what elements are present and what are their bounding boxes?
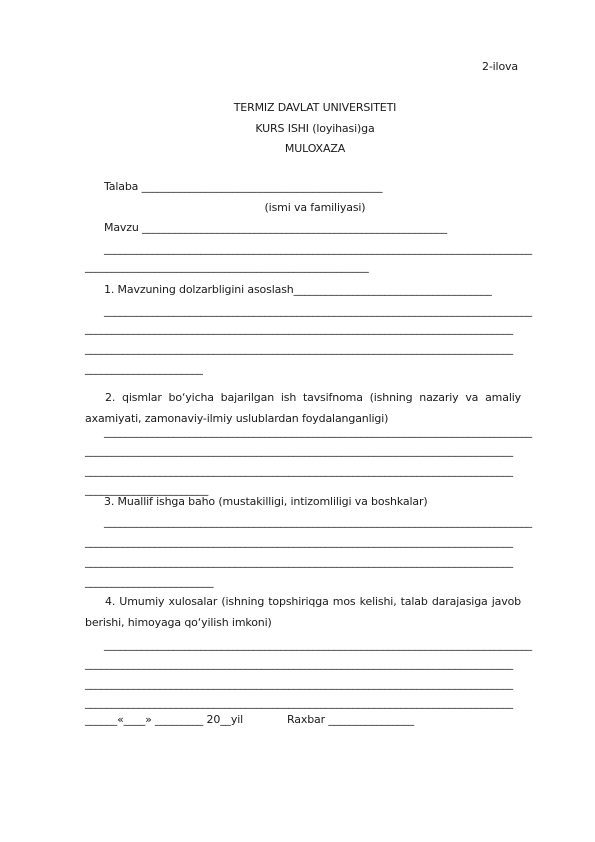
- section-3-blank-line: ________________________________________________________________________________: [85, 555, 514, 568]
- section-3-blank-line: ________________________: [85, 575, 214, 588]
- student-hint: (ismi va familiyasi): [264, 201, 366, 214]
- section-4-blank-line: ________________________________________________________________________________: [85, 657, 514, 670]
- annex-label: 2-ilova: [481, 60, 518, 73]
- section-4-blank-line: ________________________________________________________________________________: [104, 638, 533, 651]
- topic-continuation-line: ________________________________________________________________________________: [104, 242, 533, 255]
- section-3-blank-line: ________________________________________________________________________________: [104, 515, 533, 528]
- section-1-blank-line: ________________________________________________________________________________: [85, 322, 514, 335]
- section-4-heading-text: 4. Umumiy xulosalar (ishning topshiriqga mos kelishi, talab darajasiga javob berishi, himoyaga qo‘yilish imkoni): [85, 595, 521, 629]
- section-4-heading: [85, 591, 521, 633]
- section-2-blank-line: ________________________________________________________________________________: [85, 444, 514, 457]
- section-2-blank-line: ________________________________________________________________________________: [85, 464, 514, 477]
- topic-field: Mavzu _________________________________________________________: [104, 221, 448, 234]
- document-title: MULOXAZA: [284, 142, 346, 155]
- section-4-blank-line: ________________________________________________________________________________: [85, 696, 514, 709]
- supervisor-signature-line: Raxbar ________________: [287, 713, 414, 726]
- section-2-heading-text: 2. qismlar bo‘yicha bajarilgan ish tavsifnoma (ishning nazariy va amaliy axamiyati, zamonaviy-ilmiy uslublardan foydalanganligi): [85, 391, 521, 425]
- section-2-blank-line: _______________________: [85, 483, 209, 496]
- section-4-blank-line: ________________________________________________________________________________: [85, 677, 514, 690]
- section-1-blank-line: ________________________________________________________________________________: [85, 342, 514, 355]
- section-2-blank-line: ________________________________________________________________________________: [104, 425, 533, 438]
- section-3-blank-line: ________________________________________________________________________________: [85, 535, 514, 548]
- work-type: KURS ISHI (loyihasi)ga: [255, 122, 375, 135]
- section-3-heading: 3. Muallif ishga baho (mustakilligi, intizomliligi va boshkalar): [104, 495, 428, 508]
- university-name: TERMIZ DAVLAT UNIVERSITETI: [233, 101, 397, 114]
- topic-continuation-line: _____________________________________________________: [85, 260, 369, 273]
- section-2-heading: [85, 387, 521, 429]
- date-line: ______«____» _________ 20__yil: [85, 713, 244, 726]
- student-field: Talaba _____________________________________________: [104, 180, 383, 193]
- section-1-heading: 1. Mavzuning dolzarbligini asoslash_____________________________________: [104, 283, 492, 296]
- section-1-blank-line: ________________________________________________________________________________: [104, 304, 533, 317]
- section-1-blank-line: ______________________: [85, 362, 203, 375]
